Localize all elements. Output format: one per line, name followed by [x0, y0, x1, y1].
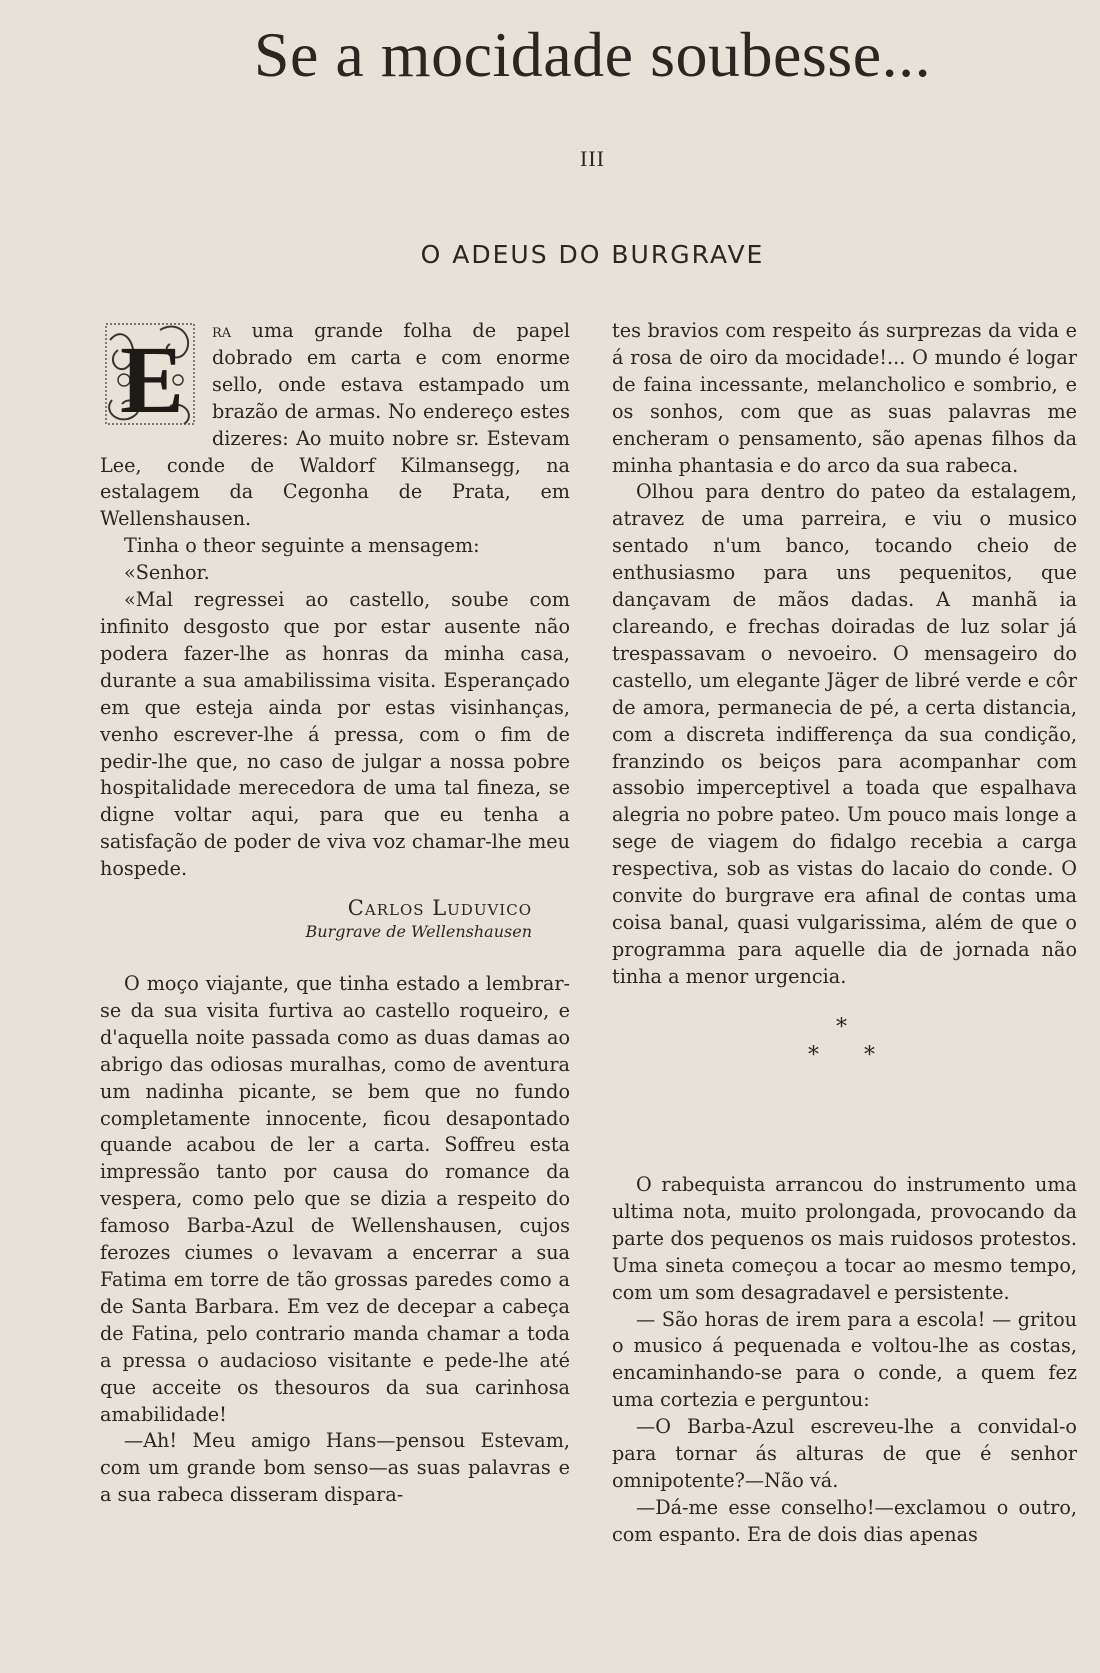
ornamental-dropcap — [100, 320, 200, 428]
paragraph: —Dá-me esse conselho!—exclamou o outro, com espanto. Era de dois dias apenas — [612, 1495, 1077, 1546]
paragraph-text: uma grande folha de papel dobrado em carta e com enorme sello, onde estava estampado um brazão de armas. No endereço estes dizeres: Ao muito nobre sr. Estevam Lee, conde de Waldorf Kilmansegg, na estalagem da Cegonha de Prata, em Wellenshausen. — [100, 319, 571, 531]
section-title: O ADEUS DO BURGRAVE — [420, 240, 765, 269]
asterism-star: * — [864, 1042, 875, 1068]
paragraph: tes bravios com respeito ás surprezas da vida e á rosa de oiro da mocidade!... O mundo é logar de faina incessante, melancholico e sombrio, e os sonhos, com que as suas palavras me encheram o pensamento, são apenas filhos da minha phantasia e do arco da sua rabeca. — [612, 319, 1077, 477]
paragraph: «Senhor. — [124, 561, 210, 585]
paragraph: Olhou para dentro do pateo da estalagem, atravez de uma parreira, e viu o musico sentado n'um banco, tocando cheio de enthusiasmo para uns pequenitos, que dançavam de mãos dadas. A manhã ia clareando, e frechas doiradas de luz solar já trespassavam o nevoeiro. O mensageiro do castello, um elegante Jäger de libré verde e côr de amora, permanecia de pé, a certa distancia, com a discreta indifferença da sua condição, franzindo os beiços para acompanhar com assobio imperceptivel a toada que espalhava alegria no pobre pateo. Um pouco mais longe a sege de viagem do fidalgo recebia a carga respectiva, sob as vistas do lacaio do conde. O convite do burgrave era afinal de contas uma coisa banal, quasi vulgarissima, além de que o programma para aquelle dia de jornada não tinha a menor urgencia. — [612, 480, 1077, 988]
paragraph: —O Barba-Azul escreveu-lhe a convidal-o para tornar ás alturas de que é senhor omnipotente?—Não vá. — [612, 1415, 1077, 1492]
asterism-star: * — [808, 1042, 819, 1068]
left-column — [100, 318, 570, 1509]
paragraph: «Mal regressei ao castello, soube com infinito desgosto que por estar ausente não podera fazer-lhe as honras da minha casa, durante a sua amabilissima visita. Esperançado em que esteja ainda por estas visinhanças, venho escrever-lhe á pressa, com o fim de pedir-lhe que, no caso de julgar a nossa pobre hospitalidade merecedora de uma tal fineza, se digne voltar aqui, para que eu tenha a satisfação de poder de viva voz chamar-lhe meu hospede. — [100, 588, 570, 881]
paragraph: — São horas de irem para a escola! — gritou o musico á pequenada e voltou-lhe as costas, encaminhando-se para o conde, a quem fez uma cortezia e perguntou: — [612, 1307, 1077, 1412]
signature-title: Burgrave de Wellenshausen — [305, 922, 532, 942]
section-asterism — [612, 1015, 1077, 1105]
svg-text:E: E — [119, 326, 185, 428]
paragraph: —Ah! Meu amigo Hans—pensou Estevam, com um grande bom senso—as suas palavras e a sua rabeca disseram dispara- — [100, 1429, 570, 1507]
chapter-number: III — [580, 146, 605, 171]
signature-name: Carlos Luduvico — [347, 896, 532, 921]
paragraph: Tinha o theor seguinte a mensagem: — [124, 534, 480, 558]
asterism-star: * — [836, 1014, 847, 1040]
letter-signature — [100, 895, 570, 943]
page-title: Se a mocidade soubesse... — [253, 19, 932, 90]
paragraph: O moço viajante, que tinha estado a lembrar-se da sua visita furtiva ao castello roqueiro, e d'aquella noite passada como as duas damas ao abrigo das odiosas muralhas, como de aventura um nadinha picante, se bem que no fundo completamente innocente, ficou desapontado quande acabou de ler a carta. Soffreu esta impressão tanto por causa do romance da vespera, como pelo que se dizia a respeito do famoso Barba-Azul de Wellenshausen, cujos ferozes ciumes o levavam a encerrar a sua Fatima em torre de tão grossas paredes como a de Santa Barbara. Em vez de decepar a cabeça de Fatina, pelo contrario manda chamar a toda a pressa o audacioso visitante e pede-lhe até que acceite os thesouros da sua carinhosa amabilidade! — [100, 972, 570, 1426]
floral-ornament-icon — [100, 320, 200, 428]
paragraph: O rabequista arrancou do instrumento uma ultima nota, muito prolongada, provocando da parte dos pequenos os mais ruidosos protestos. Uma sineta começou a tocar ao mesmo tempo, com um som desagradavel e persistente. — [612, 1173, 1077, 1304]
right-column — [612, 318, 1077, 1105]
right-column-lower — [612, 1172, 1077, 1549]
lead-small-caps: ra — [212, 319, 232, 342]
